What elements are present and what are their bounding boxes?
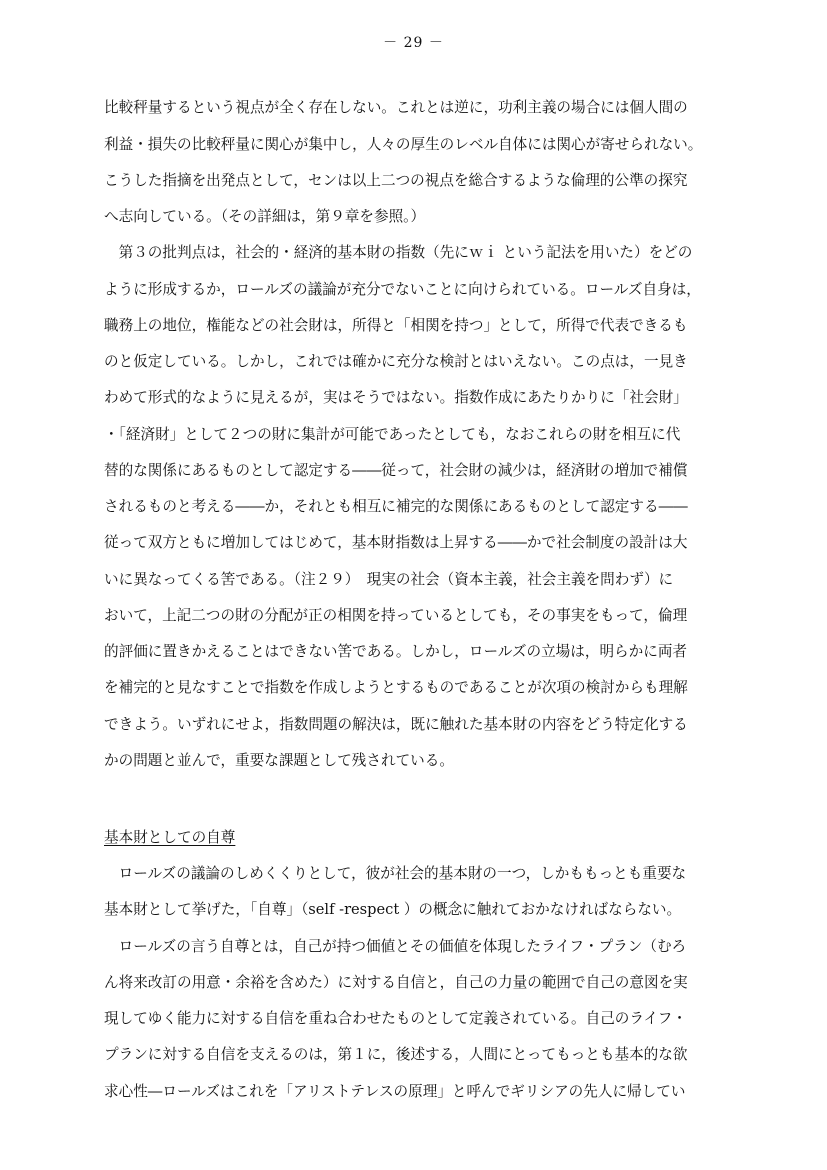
text-line: 第３の批判点は，社会的・経済的基本財の指数（先にｗｉ という記法を用いた）をどの	[104, 244, 693, 261]
text-line: 比較秤量するという視点が全く存在しない。これとは逆に，功利主義の場合には個人間の	[104, 99, 688, 116]
text-line: かの問題と並んで，重要な課題として残されている。	[104, 752, 454, 769]
text-line: のと仮定している。しかし，これでは確かに充分な検討とはいえない。この点は，一見き	[104, 353, 688, 370]
text-line: ロールズの言う自尊とは，自己が持つ価値とその価値を体現したライフ・プラン（むろ	[104, 938, 687, 955]
text-line: 現してゆく能力に対する自信を重ね合わせたものとして定義されている。自己のライフ・	[104, 1010, 687, 1027]
text-line: 職務上の地位，権能などの社会財は，所得と「相関を持つ」として，所得で代表できるも	[104, 317, 688, 334]
text-line: プランに対する自信を支えるのは，第１に，後述する，人間にとってもっとも基本的な欲	[104, 1046, 688, 1063]
text-line: 従って双方ともに増加してはじめて，基本財指数は上昇する――かで社会制度の設計は大	[104, 534, 688, 551]
text-line: ロールズの議論のしめくくりとして，彼が社会的基本財の一つ，しかももっとも重要な	[104, 865, 687, 882]
text-line: されるものと考える――か，それとも相互に補完的な関係にあるものとして認定する――	[104, 498, 688, 515]
text-line: おいて，上記二つの財の分配が正の相関を持っているとしても，その事実をもって，倫理	[104, 607, 688, 624]
text-line: へ志向している。（その詳細は，第９章を参照。）	[104, 208, 426, 225]
text-line: ように形成するか，ロールズの議論が充分でないことに向けられている。ロールズ自身は，	[104, 281, 701, 298]
text-line: を補完的と見なすことで指数を作成しようとするものであることが次項の検討からも理解	[104, 679, 688, 696]
text-line: 的評価に置きかえることはできない筈である。しかし，ロールズの立場は，明らかに両者	[104, 643, 688, 660]
text-line: 求心性―ロールズはこれを「アリストテレスの原理」と呼んでギリシアの先人に帰してい	[104, 1083, 686, 1100]
page-number: － 29 －	[383, 35, 444, 51]
text-line: わめて形式的なように見えるが，実はそうではない。指数作成にあたりかりに「社会財」	[104, 389, 688, 406]
text-line: できよう。いずれにせよ，指数問題の解決は，既に触れた基本財の内容をどう特定化する	[104, 716, 688, 733]
text-line: ・「経済財」として２つの財に集計が可能であったとしても，なおこれらの財を相互に代	[104, 426, 681, 443]
text-line: 基本財として挙げた，「自尊」（self -respect ）の概念に触れておかなければならない。	[104, 901, 682, 918]
text-line: こうした指摘を出発点として，センは以上二つの視点を総合するような倫理的公準の探究	[104, 172, 688, 189]
text-line: 替的な関係にあるものとして認定する――従って，社会財の減少は，経済財の増加で補償	[104, 462, 688, 479]
text-line: 利益・損失の比較秤量に関心が集中し，人々の厚生のレベル自体には関心が寄せられない。	[104, 136, 703, 153]
text-line: いに異なってくる筈である。（注２９） 現実の社会（資本主義，社会主義を問わず）に	[104, 571, 674, 588]
section-heading: 基本財としての自尊	[104, 829, 236, 846]
text-line: ん将来改訂の用意・余裕を含めた）に対する自信と，自己の力量の範囲で自己の意図を実	[104, 974, 688, 991]
